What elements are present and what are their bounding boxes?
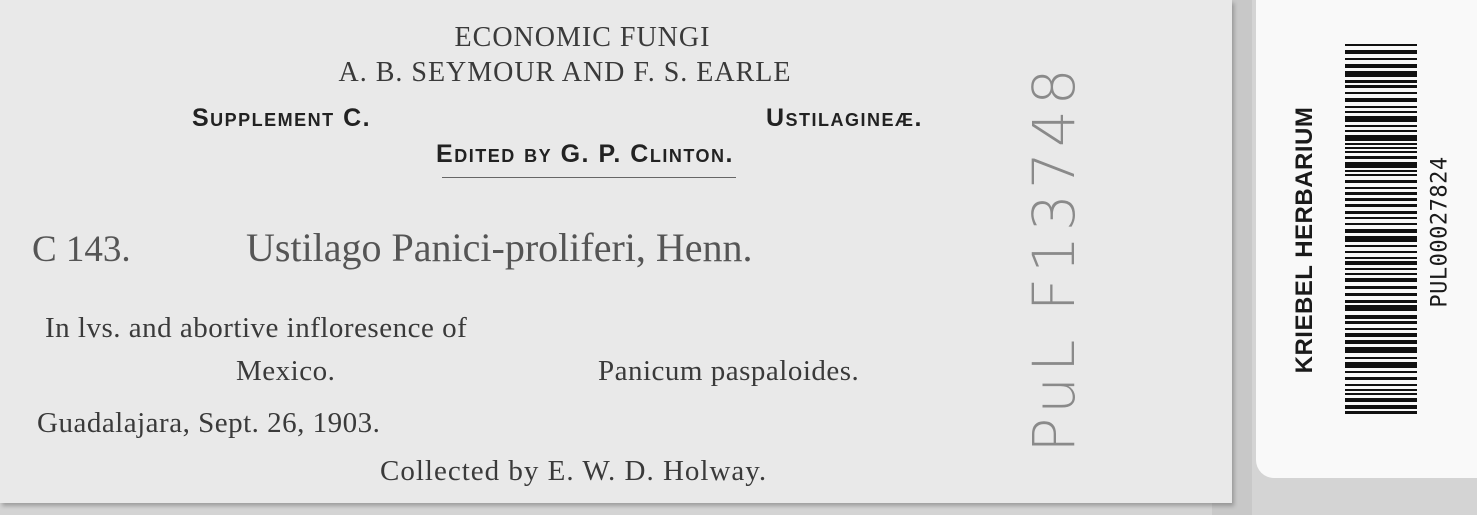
barcode-bar bbox=[1345, 85, 1417, 88]
barcode-bar bbox=[1345, 44, 1417, 46]
barcode bbox=[1345, 44, 1417, 416]
barcode-bar bbox=[1345, 321, 1417, 324]
barcode-bar bbox=[1345, 405, 1417, 409]
barcode-bar bbox=[1345, 156, 1417, 159]
barcode-bar bbox=[1345, 180, 1417, 183]
barcode-bar bbox=[1345, 187, 1417, 189]
barcode-bar bbox=[1345, 384, 1417, 386]
locality-date-line: Guadalajara, Sept. 26, 1903. bbox=[37, 407, 381, 439]
divider-rule bbox=[442, 177, 736, 178]
barcode-bar bbox=[1345, 261, 1417, 265]
barcode-bar bbox=[1345, 116, 1417, 122]
barcode-bar bbox=[1345, 50, 1417, 54]
country-line: Mexico. bbox=[236, 355, 336, 387]
barcode-bar bbox=[1345, 257, 1417, 259]
barcode-bar bbox=[1345, 398, 1417, 402]
barcode-bar bbox=[1345, 211, 1417, 214]
supplement-label: Supplement C. bbox=[192, 104, 372, 132]
barcode-bar bbox=[1345, 340, 1417, 344]
barcode-bar bbox=[1345, 305, 1417, 311]
barcode-bar bbox=[1345, 217, 1417, 219]
species-name: Ustilago Panici-proliferi, Henn. bbox=[246, 225, 753, 270]
barcode-bar bbox=[1345, 371, 1417, 373]
barcode-bar bbox=[1345, 198, 1417, 201]
collector-line: Collected by E. W. D. Holway. bbox=[380, 455, 768, 487]
barcode-bar bbox=[1345, 80, 1417, 83]
barcode-bar bbox=[1345, 300, 1417, 303]
barcode-bar bbox=[1345, 286, 1417, 289]
herbarium-name: KRIEBEL HERBARIUM bbox=[1291, 106, 1318, 374]
habitat-line: In lvs. and abortive infloresence of bbox=[45, 312, 468, 344]
barcode-bar bbox=[1345, 328, 1417, 330]
barcode-bar bbox=[1345, 192, 1417, 195]
handwritten-accession-number: PuL F13748 bbox=[1020, 63, 1088, 453]
barcode-bar bbox=[1345, 170, 1417, 172]
barcode-bar bbox=[1345, 251, 1417, 253]
barcode-bar bbox=[1345, 92, 1417, 94]
barcode-bar bbox=[1345, 393, 1417, 395]
barcode-bar bbox=[1345, 229, 1417, 233]
barcode-bar bbox=[1345, 315, 1417, 319]
barcode-bar bbox=[1345, 111, 1417, 113]
barcode-bar bbox=[1345, 389, 1417, 391]
barcode-bar bbox=[1345, 98, 1417, 102]
barcode-bar bbox=[1345, 377, 1417, 380]
editor-line: Edited by G. P. Clinton. bbox=[436, 140, 734, 168]
barcode-bar bbox=[1345, 278, 1417, 282]
barcode-bar bbox=[1345, 125, 1417, 127]
barcode-bar bbox=[1345, 223, 1417, 225]
barcode-bar bbox=[1345, 273, 1417, 275]
barcode-bar bbox=[1345, 106, 1417, 108]
authors-line: A. B. SEYMOUR AND F. S. EARLE bbox=[338, 57, 792, 88]
barcode-bar bbox=[1345, 143, 1417, 145]
barcode-bar bbox=[1345, 293, 1417, 296]
barcode-bar bbox=[1345, 268, 1417, 270]
barcode-bar bbox=[1345, 64, 1417, 68]
barcode-bar bbox=[1345, 147, 1417, 149]
barcode-bar bbox=[1345, 135, 1417, 141]
barcode-bar bbox=[1345, 236, 1417, 242]
barcode-bar bbox=[1345, 333, 1417, 337]
family-label: Ustilagineæ. bbox=[766, 104, 924, 132]
barcode-bar bbox=[1345, 58, 1417, 60]
barcode-bar bbox=[1345, 162, 1417, 168]
series-title: ECONOMIC FUNGI bbox=[454, 22, 711, 53]
barcode-number: PUL00027824 bbox=[1427, 156, 1453, 308]
barcode-bar bbox=[1345, 411, 1417, 414]
barcode-bar bbox=[1345, 204, 1417, 207]
barcode-bar bbox=[1345, 71, 1417, 77]
barcode-bar bbox=[1345, 362, 1417, 368]
barcode-bar bbox=[1345, 245, 1417, 247]
barcode-bar bbox=[1345, 130, 1417, 132]
barcode-bar bbox=[1345, 347, 1417, 353]
host-line: Panicum paspaloides. bbox=[598, 355, 860, 387]
barcode-bar bbox=[1345, 151, 1417, 153]
barcode-bar bbox=[1345, 357, 1417, 359]
barcode-bar bbox=[1345, 174, 1417, 176]
specimen-number: C 143. bbox=[32, 229, 131, 270]
